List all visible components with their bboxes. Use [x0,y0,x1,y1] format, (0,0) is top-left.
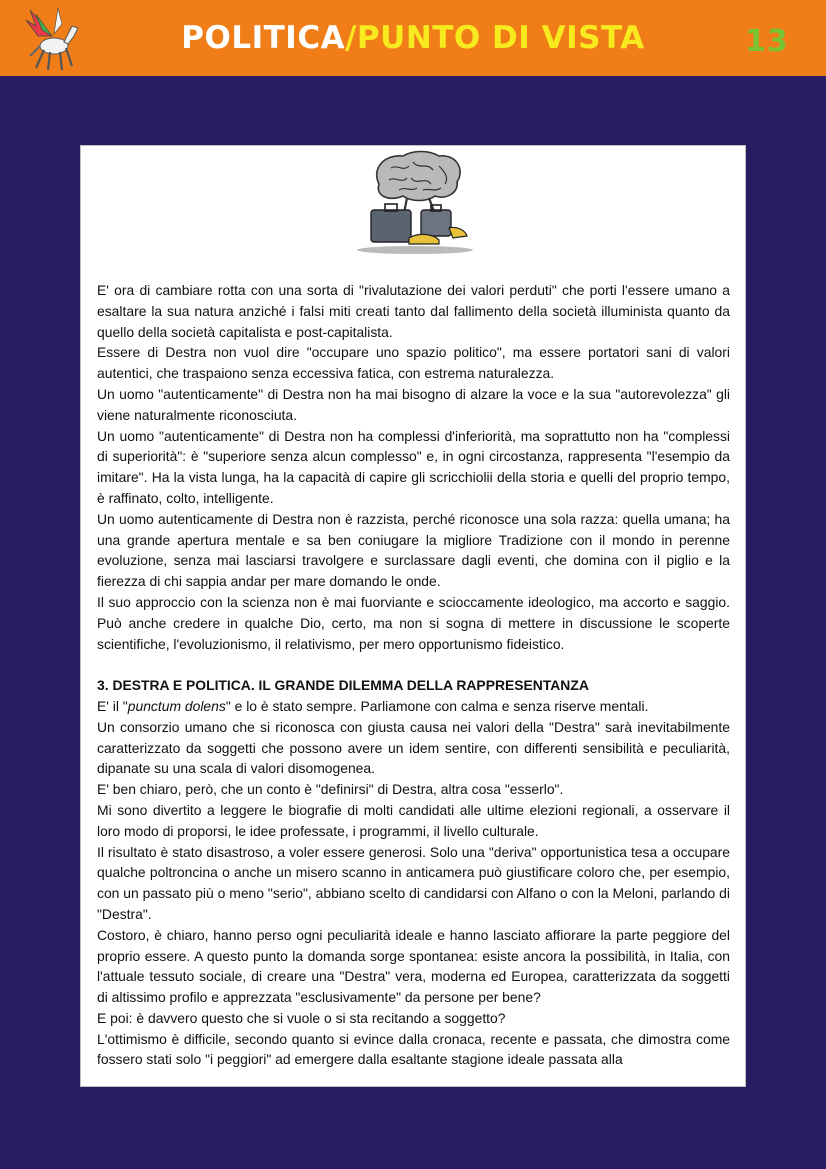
intro-text-before: E' il " [97,697,128,714]
article-box [80,145,746,1087]
page-header [0,0,826,76]
page-title [0,18,826,58]
paragraph: Un consorzio umano che si riconosca con giusta causa nei valori della "Destra" sarà inevitabilmente caratterizzato da soggetti che possono avere un idem sentire, con differenti sensibilità e peculiarità, dipanate su una scala di valori disomogenea. [97,718,730,777]
title-subsection: PUNTO DI VISTA [356,20,645,56]
paragraph: Costoro, è chiaro, hanno perso ogni peculiarità ideale e hanno lasciato affiorare la parte peggiore del proprio essere. A questo punto la domanda sorge spontanea: esiste ancora la possibilità, in Italia, con l'attuale tessuto sociale, di creare una "Destra" vera, moderna ed Europea, caratterizzata da soggetti di altissimo profilo e apprezzata "esclusivamente" da persone per bene? [97,926,730,1006]
paragraph: L'ottimismo è difficile, secondo quanto si evince dalla cronaca, recente e passata, che dimostra come fossero stati solo "i peggiori" ad emergere dalla esaltante stagione ideale passata alla [97,1030,730,1068]
paragraph: Un uomo "autenticamente" di Destra non ha complessi d'inferiorità, ma soprattutto non ha "complessi di superiorità": è "superiore senza alcun complesso" e, in ogni circostanza, rappresenta "l'esempio da imitare". Ha la vista lunga, ha la capacità di capire gli scricchiolii della storia e quelli del proprio tempo, è raffinato, colto, intelligente. [97,427,730,506]
paragraph: Un uomo autenticamente di Destra non è razzista, perché riconosce una sola razza: quella umana; ha una grande apertura mentale e sa ben coniugare la migliore Tradizione con il mondo in perenne evoluzione, senza mai lasciarsi travolgere e surclassare dagli eventi, che domina con il piglio e la fierezza di chi sappia andar per mare domando le onde. [97,510,730,590]
section-heading: 3. DESTRA E POLITICA. IL GRANDE DILEMMA DELLA RAPPRESENTANZA [97,677,589,694]
paragraph: E' ben chiaro, però, che un conto è "definirsi" di Destra, altra cosa "esserlo". [97,781,564,798]
page-number: 13 [745,24,789,59]
paragraph: Essere di Destra non vuol dire "occupare uno spazio politico", ma essere portatori sani di valori autentici, che traspaiono senza eccessiva fatica, con estrema naturalezza. [97,344,730,382]
intro-text-after: " e lo è stato sempre. Parliamone con calma e senza riserve mentali. [225,697,649,714]
paragraph: Mi sono divertito a leggere le biografie di molti candidati alle ultime elezioni regionali, a osservare il loro modo di proporsi, le idee professate, i programmi, il livello culturale. [97,801,730,839]
title-section: POLITICA [181,20,346,56]
paragraph: Il risultato è stato disastroso, a voler essere generosi. Solo una "deriva" opportunistica tesa a occupare qualche poltroncina o anche un misero scanno in anticamera può giustificare coloro che, per esempio, con un passato più o meno "serio", abbiano scelto di candidarsi con Alfano o con la Meloni, parlando di "Destra". [97,843,730,922]
latin-phrase: punctum dolens [127,697,226,714]
intro-paragraph [97,696,730,717]
paragraph: E poi: è davvero questo che si vuole o si sta recitando a soggetto? [97,1009,506,1026]
paragraph: Il suo approccio con la scienza non è mai fuorviante e scioccamente ideologico, ma accorto e saggio. Può anche credere in qualche Dio, certo, ma non si sogna di mettere in discussione le scoperte scientifiche, l'evoluzionismo, il relativismo, per mero opportunismo fideistico. [97,593,730,652]
article-text [97,280,730,1070]
brain-with-briefcases-icon [349,148,481,256]
paragraph: E' ora di cambiare rotta con una sorta di "rivalutazione dei valori perduti" che porti l'essere umano a esaltare la sua natura anziché i falsi miti creati tanto dal fallimento della società illuminista quanto da quello della società capitalista e post-capitalista. [97,282,730,340]
paragraph: Un uomo "autenticamente" di Destra non ha mai bisogno di alzare la voce e la sua "autorevolezza" gli viene naturalmente riconosciuta. [97,385,730,423]
title-separator: / [345,20,357,56]
